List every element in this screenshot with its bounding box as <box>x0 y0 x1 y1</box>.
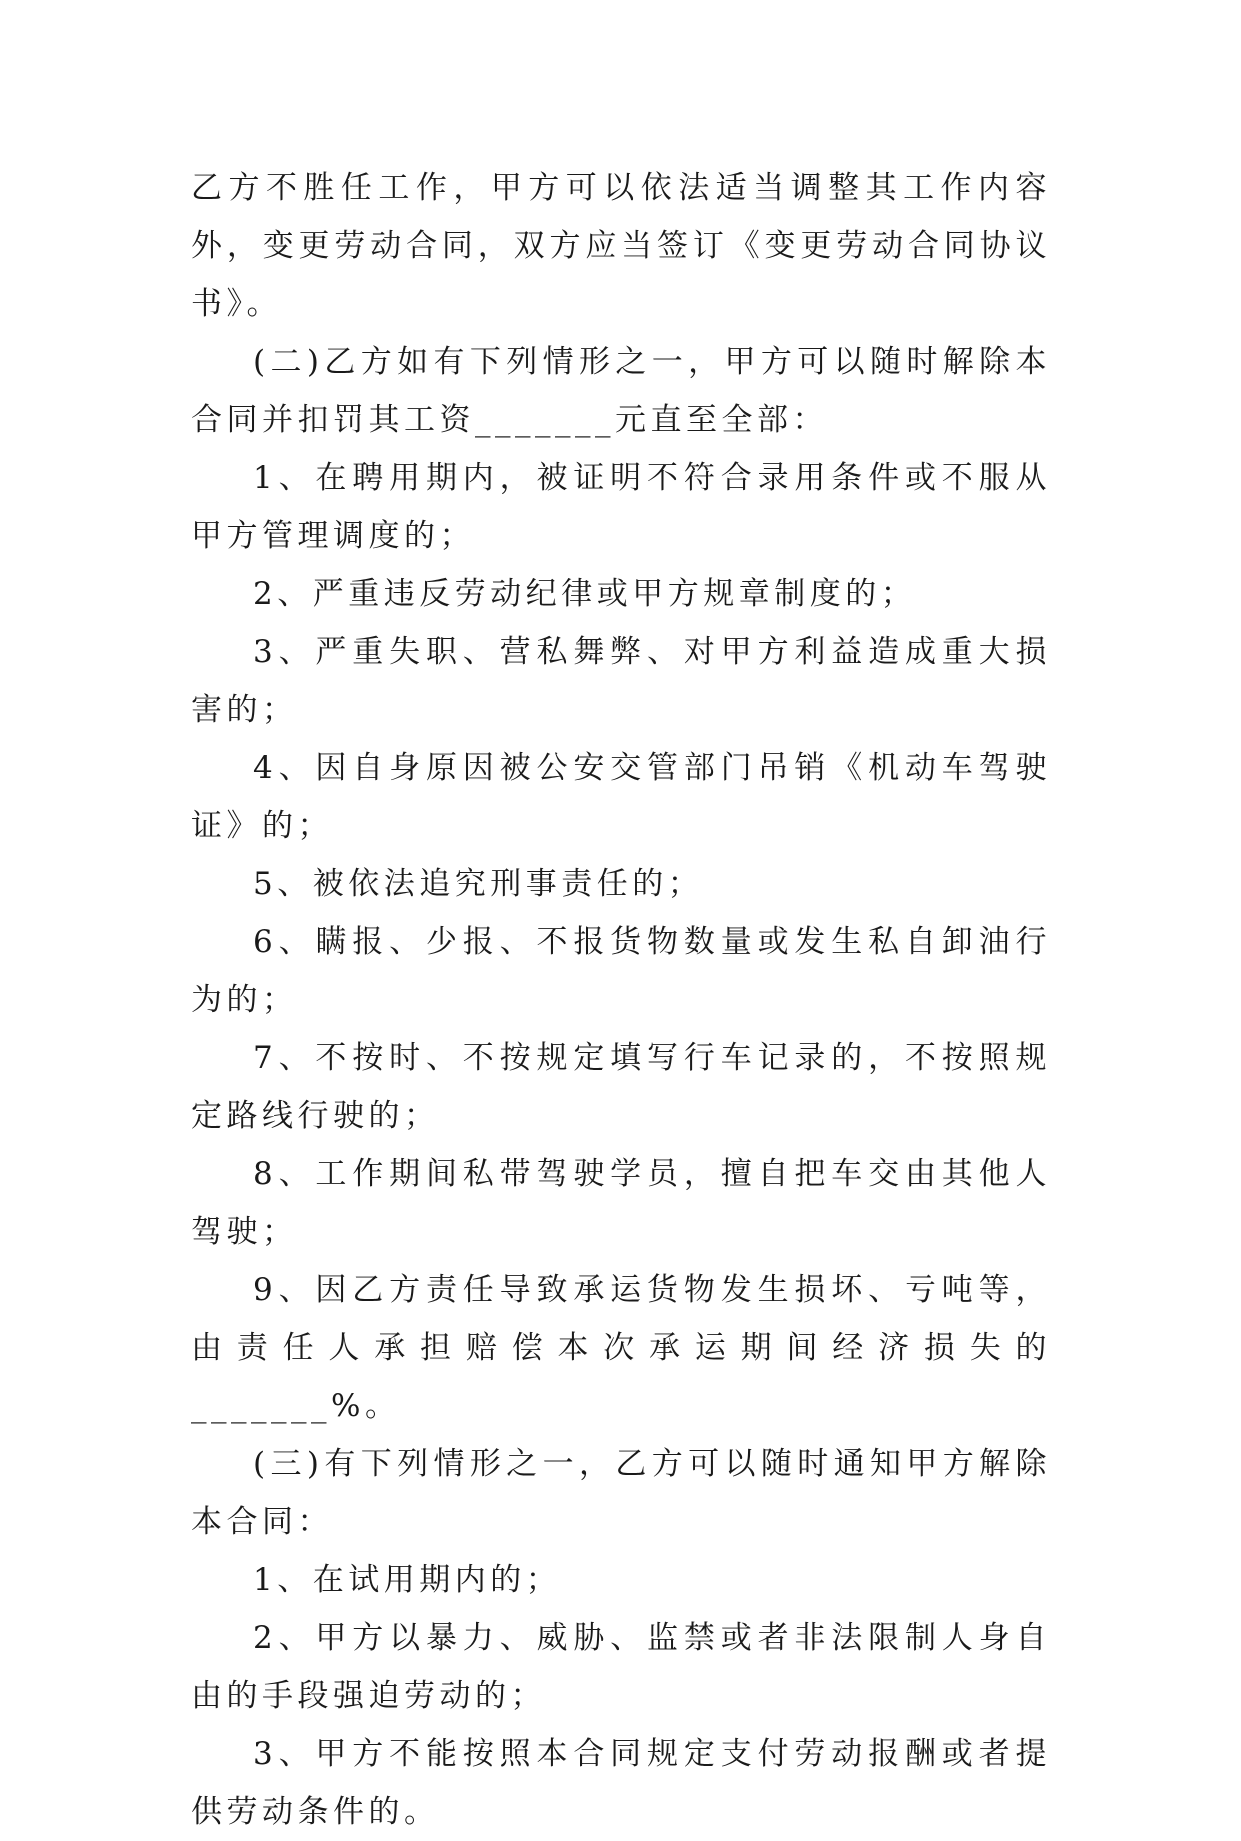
list-item-6: 6、瞒报、少报、不报货物数量或发生私自卸油行为的； <box>191 924 1051 1018</box>
list-item-1: 1、在试用期内的； <box>253 1562 562 1598</box>
list-item-3: 3、甲方不能按照本合同规定支付劳动报酬或者提供劳动条件的。 <box>191 1736 1051 1830</box>
paragraph-continuation: 乙方不胜任工作，甲方可以依法适当调整其工作内容外，变更劳动合同，双方应当签订《变更劳动合同协议书》。 <box>191 170 1051 322</box>
document-body <box>191 159 1051 1841</box>
list-item-1: 1、在聘用期内，被证明不符合录用条件或不服从甲方管理调度的； <box>191 460 1051 554</box>
list-item-2: 2、甲方以暴力、威胁、监禁或者非法限制人身自由的手段强迫劳动的； <box>191 1620 1051 1714</box>
list-item-5: 5、被依法追究刑事责任的； <box>253 866 704 902</box>
list-item-4: 4、因自身原因被公安交管部门吊销《机动车驾驶证》的； <box>191 750 1051 844</box>
list-item-9: 9、因乙方责任导致承运货物发生损坏、亏吨等，由责任人承担赔偿本次承运期间经济损失的_______%。 <box>191 1272 1051 1424</box>
list-item-7: 7、不按时、不按规定填写行车记录的，不按照规定路线行驶的； <box>191 1040 1051 1134</box>
list-item-8: 8、工作期间私带驾驶学员，擅自把车交由其他人驾驶； <box>191 1156 1051 1250</box>
list-item-2: 2、严重违反劳动纪律或甲方规章制度的； <box>253 576 917 612</box>
list-item-3: 3、严重失职、营私舞弊、对甲方利益造成重大损害的； <box>191 634 1051 728</box>
paragraph-section-two-heading: (二)乙方如有下列情形之一，甲方可以随时解除本合同并扣罚其工资_______元直至全部： <box>191 344 1051 438</box>
paragraph-section-three-heading: (三)有下列情形之一，乙方可以随时通知甲方解除本合同： <box>191 1446 1051 1540</box>
